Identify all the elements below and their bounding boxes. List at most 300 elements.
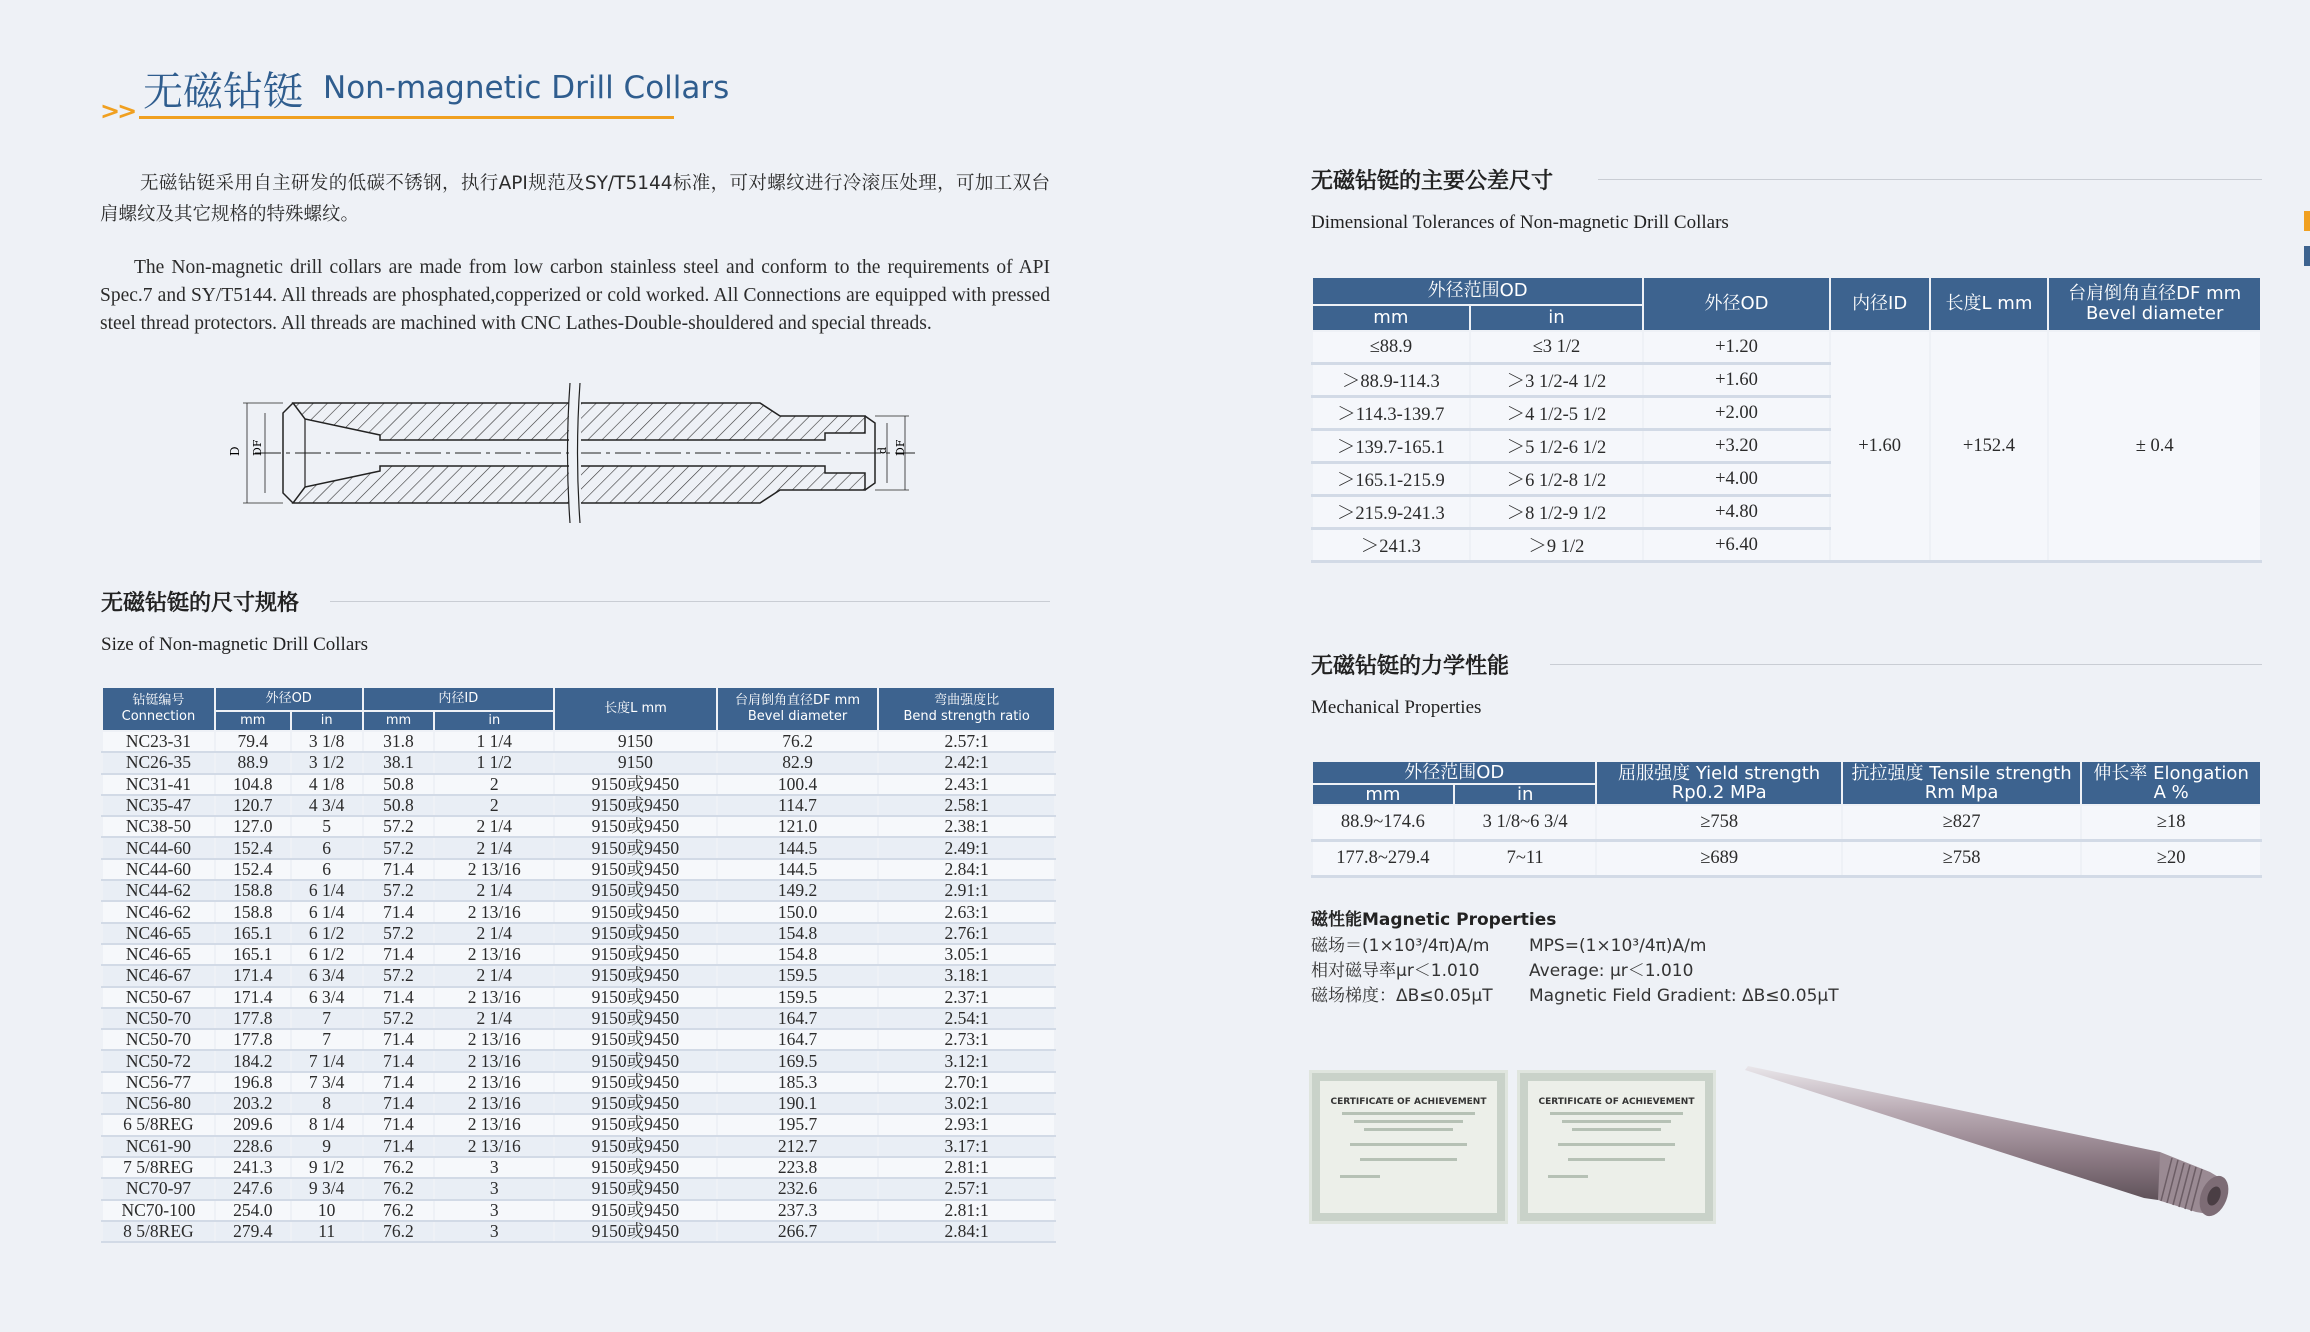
table-cell: 8 5/8REG [102,1221,215,1242]
table-cell: 2 13/16 [434,1029,554,1050]
table-cell: 9150或9450 [554,944,717,965]
table-cell: 2.58:1 [878,795,1055,816]
table-cell: 232.6 [717,1178,879,1199]
tol-bevel-value: ± 0.4 [2048,331,2261,562]
table-row [1312,841,2261,877]
table-row [102,965,1055,986]
table-cell: 57.2 [363,837,435,858]
table-row [102,880,1055,901]
table-cell: 79.4 [215,731,291,752]
table-cell: ＞88.9-114.3 [1312,364,1470,397]
table-cell: 2.54:1 [878,1008,1055,1029]
table-cell: NC44-62 [102,880,215,901]
magnetic-line-cn: 磁场梯度：ΔB≤0.05μT [1311,986,1493,1006]
table-cell: 9150或9450 [554,1221,717,1242]
table-cell: 165.1 [215,944,291,965]
table-cell: 38.1 [363,752,435,773]
intro-text-en: The Non-magnetic drill collars are made from low carbon stainless steel and conform to the requirements of API Spec.7 and SY/T5144. All threads are phosphated,copperized or cold worked. All Connections are equipped with pressed steel thread protectors. All threads are machined with CNC Lathes-Double-shouldered and special threads. [100,257,1050,334]
header-underline [139,116,674,119]
table-cell: +4.80 [1643,496,1830,529]
mech-col-yield: 屈服强度 Yield strength Rp0.2 MPa [1596,761,1841,805]
table-cell: 247.6 [215,1178,291,1199]
diagram-label-df-left: DF [251,439,264,456]
table-cell: 11 [291,1221,363,1242]
table-cell: 2.81:1 [878,1200,1055,1221]
table-cell: 2 1/4 [434,1008,554,1029]
table-cell: 2.37:1 [878,987,1055,1008]
table-cell: 2.73:1 [878,1029,1055,1050]
table-cell: 7~11 [1454,841,1597,877]
magnetic-line-en: MPS=(1×10³/4π)A/m [1529,936,1707,956]
table-cell: 2 1/4 [434,880,554,901]
table-row [102,901,1055,922]
table-cell: 71.4 [363,1029,435,1050]
table-cell: NC46-67 [102,965,215,986]
table-cell: 9150或9450 [554,1072,717,1093]
table-cell: 71.4 [363,944,435,965]
tol-col-od: 外径OD [1643,277,1830,331]
table-cell: 88.9~174.6 [1312,805,1454,841]
edge-marker [2304,211,2310,231]
table-cell: 9150或9450 [554,1093,717,1114]
table-row [102,1008,1055,1029]
table-cell: 6 1/2 [291,944,363,965]
table-cell: 6 1/2 [291,923,363,944]
table-cell: 3 [434,1200,554,1221]
magnetic-lines-cn [1311,934,1493,1009]
table-cell: ＞139.7-165.1 [1312,430,1470,463]
table-cell: 3 [434,1178,554,1199]
table-cell: 171.4 [215,987,291,1008]
table-cell: NC70-97 [102,1178,215,1199]
table-cell: 6 5/8REG [102,1114,215,1135]
table-cell: 3 1/8~6 3/4 [1454,805,1597,841]
table-row [102,837,1055,858]
table-cell: 5 [291,816,363,837]
table-cell: 9150或9450 [554,1114,717,1135]
table-cell: ≤88.9 [1312,331,1470,364]
table-cell: NC50-72 [102,1050,215,1071]
table-cell: 2 [434,774,554,795]
table-cell: 1 1/2 [434,752,554,773]
certificate-image: CERTIFICATE OF ACHIEVEMENT [1312,1073,1505,1221]
table-cell: 9150或9450 [554,1029,717,1050]
diagram-label-d-outer: D [228,446,242,456]
table-cell: ≥758 [1842,841,2081,877]
table-cell: 4 3/4 [291,795,363,816]
table-cell: 159.5 [717,987,879,1008]
table-row [102,1136,1055,1157]
table-cell: NC23-31 [102,731,215,752]
table-cell: 71.4 [363,1114,435,1135]
table-cell: 6 3/4 [291,965,363,986]
table-cell: 8 1/4 [291,1114,363,1135]
table-cell: 71.4 [363,859,435,880]
table-cell: 9 1/2 [291,1157,363,1178]
table-cell: NC38-50 [102,816,215,837]
magnetic-lines-en [1529,934,1839,1009]
mech-col-od-range: 外径范围OD [1312,761,1596,784]
table-row [102,752,1055,773]
table-cell: 165.1 [215,923,291,944]
table-cell: NC46-65 [102,923,215,944]
drill-collar-photo [1740,1060,2260,1235]
table-cell: 127.0 [215,816,291,837]
table-cell: 279.4 [215,1221,291,1242]
mechanical-section-title: 无磁钻铤的力学性能 [1311,654,1510,679]
table-cell: 3.17:1 [878,1136,1055,1157]
table-cell: 241.3 [215,1157,291,1178]
table-cell: 9 3/4 [291,1178,363,1199]
table-cell: 9150或9450 [554,987,717,1008]
table-cell: ＞6 1/2-8 1/2 [1470,463,1644,496]
table-cell: 9150或9450 [554,880,717,901]
table-cell: NC26-35 [102,752,215,773]
table-cell: 3.12:1 [878,1050,1055,1071]
size-table [101,686,1056,1243]
table-cell: 2.76:1 [878,923,1055,944]
size-section-title: 无磁钻铤的尺寸规格 [101,591,300,616]
table-cell: ＞3 1/2-4 1/2 [1470,364,1644,397]
table-cell: 71.4 [363,1136,435,1157]
table-cell: 2 13/16 [434,1093,554,1114]
size-section-divider [330,601,1050,602]
table-cell: 190.1 [717,1093,879,1114]
tol-col-in: in [1470,305,1644,331]
col-od-mm: mm [215,711,291,731]
table-cell: 9150 [554,752,717,773]
table-cell: 2.91:1 [878,880,1055,901]
table-cell: ＞5 1/2-6 1/2 [1470,430,1644,463]
table-cell: 8 [291,1093,363,1114]
mechanical-table [1311,760,2262,878]
table-cell: 184.2 [215,1050,291,1071]
table-cell: 2 13/16 [434,859,554,880]
tolerance-section-subtitle: Dimensional Tolerances of Non-magnetic Drill Collars [1311,212,1729,233]
table-cell: 149.2 [717,880,879,901]
tol-col-mm: mm [1312,305,1470,331]
table-cell: 71.4 [363,901,435,922]
table-cell: 82.9 [717,752,879,773]
table-cell: 71.4 [363,1050,435,1071]
table-cell: 9150或9450 [554,901,717,922]
table-cell: 158.8 [215,901,291,922]
table-row [102,1072,1055,1093]
table-cell: 76.2 [363,1200,435,1221]
table-cell: 57.2 [363,816,435,837]
tol-col-bevel: 台肩倒角直径DF mm Bevel diameter [2048,277,2261,331]
table-row [102,731,1055,752]
tol-id-value: +1.60 [1830,331,1930,562]
table-row [1312,331,2261,364]
table-cell: ＞114.3-139.7 [1312,397,1470,430]
table-cell: 150.0 [717,901,879,922]
table-cell: 195.7 [717,1114,879,1135]
table-row [102,1050,1055,1071]
table-cell: NC46-62 [102,901,215,922]
table-cell: 76.2 [363,1157,435,1178]
table-cell: 2.38:1 [878,816,1055,837]
table-cell: 121.0 [717,816,879,837]
table-cell: 2.57:1 [878,1178,1055,1199]
table-cell: 2.42:1 [878,752,1055,773]
table-cell: 2.93:1 [878,1114,1055,1135]
magnetic-line-en: Magnetic Field Gradient: ΔB≤0.05μT [1529,986,1839,1006]
table-cell: 6 [291,859,363,880]
table-cell: 164.7 [717,1008,879,1029]
table-cell: 2.49:1 [878,837,1055,858]
tol-length-value: +152.4 [1930,331,2049,562]
col-od: 外径OD [215,687,363,711]
table-row [102,795,1055,816]
table-cell: 2.63:1 [878,901,1055,922]
table-cell: 6 [291,837,363,858]
table-cell: NC56-80 [102,1093,215,1114]
col-id: 内径ID [363,687,555,711]
table-cell: 228.6 [215,1136,291,1157]
page-title-cn: 无磁钻铤 [143,69,303,115]
col-length: 长度L mm [554,687,717,731]
table-cell: 2 1/4 [434,816,554,837]
table-row [102,1093,1055,1114]
table-cell: 4 1/8 [291,774,363,795]
tol-col-id: 内径ID [1830,277,1930,331]
table-cell: NC70-100 [102,1200,215,1221]
table-cell: +1.60 [1643,364,1830,397]
table-cell: 3 1/8 [291,731,363,752]
table-cell: ＞8 1/2-9 1/2 [1470,496,1644,529]
table-cell: 9150或9450 [554,1008,717,1029]
table-row [102,1221,1055,1242]
table-cell: 9150或9450 [554,1157,717,1178]
table-cell: 164.7 [717,1029,879,1050]
table-cell: 71.4 [363,1093,435,1114]
certificate-image: CERTIFICATE OF ACHIEVEMENT [1520,1073,1713,1221]
table-cell: 114.7 [717,795,879,816]
table-row [102,1114,1055,1135]
table-cell: 158.8 [215,880,291,901]
table-cell: 9150或9450 [554,816,717,837]
table-cell: ≥827 [1842,805,2081,841]
table-cell: 154.8 [717,944,879,965]
table-cell: 88.9 [215,752,291,773]
edge-marker [2304,246,2310,266]
table-cell: ＞241.3 [1312,529,1470,562]
table-cell: ＞165.1-215.9 [1312,463,1470,496]
table-cell: 2.84:1 [878,1221,1055,1242]
table-cell: 71.4 [363,1072,435,1093]
table-cell: 2 13/16 [434,901,554,922]
table-cell: 3 1/2 [291,752,363,773]
table-cell: 2 13/16 [434,987,554,1008]
table-cell: 237.3 [717,1200,879,1221]
table-cell: ＞9 1/2 [1470,529,1644,562]
table-cell: 2.43:1 [878,774,1055,795]
table-cell: 7 1/4 [291,1050,363,1071]
table-cell: +4.00 [1643,463,1830,496]
table-cell: ≥689 [1596,841,1841,877]
table-cell: ＞215.9-241.3 [1312,496,1470,529]
table-cell: 152.4 [215,859,291,880]
table-cell: 76.2 [363,1221,435,1242]
table-cell: 57.2 [363,880,435,901]
table-cell: 177.8 [215,1008,291,1029]
table-cell: 2 13/16 [434,1072,554,1093]
table-cell: 50.8 [363,774,435,795]
table-cell: 2 1/4 [434,965,554,986]
table-cell: 169.5 [717,1050,879,1071]
table-cell: 185.3 [717,1072,879,1093]
table-cell: 171.4 [215,965,291,986]
table-cell: NC46-65 [102,944,215,965]
table-cell: 223.8 [717,1157,879,1178]
table-cell: ≤3 1/2 [1470,331,1644,364]
mech-col-elongation: 伸长率 Elongation A % [2081,761,2261,805]
table-cell: 2 13/16 [434,1136,554,1157]
table-cell: 144.5 [717,859,879,880]
table-cell: 2 13/16 [434,1050,554,1071]
tol-col-od-range: 外径范围OD [1312,277,1643,305]
tolerance-section-divider [1598,179,2262,180]
table-cell: 6 1/4 [291,901,363,922]
table-cell: 71.4 [363,987,435,1008]
table-cell: NC56-77 [102,1072,215,1093]
table-cell: 6 1/4 [291,880,363,901]
table-cell: NC44-60 [102,859,215,880]
table-cell: 2 1/4 [434,837,554,858]
table-cell: 9150或9450 [554,837,717,858]
diagram-label-df-right: DF [894,439,907,456]
diagram-label-d-inner: d [876,446,889,454]
table-cell: 9150 [554,731,717,752]
table-cell: 57.2 [363,1008,435,1029]
table-cell: 9150或9450 [554,795,717,816]
table-cell: 2.81:1 [878,1157,1055,1178]
table-cell: 7 [291,1008,363,1029]
table-cell: 9150或9450 [554,774,717,795]
table-cell: NC50-67 [102,987,215,1008]
mech-col-in: in [1454,784,1597,805]
table-cell: 154.8 [717,923,879,944]
magnetic-line-cn: 磁场＝(1×10³/4π)A/m [1311,936,1490,956]
magnetic-line-cn: 相对磁导率μr＜1.010 [1311,961,1480,981]
table-cell: 6 3/4 [291,987,363,1008]
table-cell: NC50-70 [102,1008,215,1029]
mechanical-section-subtitle: Mechanical Properties [1311,697,1482,718]
table-cell: 2.84:1 [878,859,1055,880]
table-cell: 159.5 [717,965,879,986]
table-cell: 57.2 [363,965,435,986]
table-cell: 9150或9450 [554,1050,717,1071]
table-cell: +1.20 [1643,331,1830,364]
table-cell: NC50-70 [102,1029,215,1050]
table-row [1312,805,2261,841]
table-cell: 2 [434,795,554,816]
page-title-en: Non-magnetic Drill Collars [323,70,730,106]
table-cell: 76.2 [363,1178,435,1199]
table-cell: 144.5 [717,837,879,858]
col-ratio: 弯曲强度比 Bend strength ratio [878,687,1055,731]
table-cell: 3 [434,1221,554,1242]
table-cell: 7 3/4 [291,1072,363,1093]
table-cell: 196.8 [215,1072,291,1093]
intro-text-cn: 无磁钻铤采用自主研发的低碳不锈钢，执行API规范及SY/T5144标准，可对螺纹进行冷滚压处理，可加工双台肩螺纹及其它规格的特殊螺纹。 [100,173,1050,225]
table-cell: 9150或9450 [554,965,717,986]
table-cell: 1 1/4 [434,731,554,752]
drill-collar-diagram [225,378,925,528]
table-cell: 209.6 [215,1114,291,1135]
table-cell: 76.2 [717,731,879,752]
magnetic-title: 磁性能Magnetic Properties [1311,910,1557,930]
table-cell: 9 [291,1136,363,1157]
table-cell: 104.8 [215,774,291,795]
tol-col-length: 长度L mm [1930,277,2049,331]
table-row [102,987,1055,1008]
table-row [102,1029,1055,1050]
table-cell: 9150或9450 [554,1136,717,1157]
table-cell: 9150或9450 [554,859,717,880]
table-cell: ＞4 1/2-5 1/2 [1470,397,1644,430]
table-cell: 10 [291,1200,363,1221]
header-arrows: >> [100,97,135,125]
table-cell: +6.40 [1643,529,1830,562]
size-section-subtitle: Size of Non-magnetic Drill Collars [101,634,368,655]
table-cell: 9150或9450 [554,923,717,944]
table-cell: 2 1/4 [434,923,554,944]
table-cell: 177.8 [215,1029,291,1050]
table-cell: 120.7 [215,795,291,816]
table-cell: NC31-41 [102,774,215,795]
col-id-mm: mm [363,711,435,731]
col-od-in: in [291,711,363,731]
table-cell: NC44-60 [102,837,215,858]
table-row [102,1200,1055,1221]
table-row [102,1178,1055,1199]
table-cell: ≥18 [2081,805,2261,841]
table-row [102,859,1055,880]
mechanical-section-divider [1550,664,2262,665]
table-cell: NC61-90 [102,1136,215,1157]
table-cell: NC35-47 [102,795,215,816]
table-cell: 266.7 [717,1221,879,1242]
tolerance-table [1311,276,2262,563]
col-connection: 钻铤编号 Connection [102,687,215,731]
table-cell: 9150或9450 [554,1178,717,1199]
table-cell: 31.8 [363,731,435,752]
table-row [102,816,1055,837]
table-cell: 9150或9450 [554,1200,717,1221]
table-row [102,944,1055,965]
magnetic-line-en: Average: μr＜1.010 [1529,961,1694,981]
table-row [102,774,1055,795]
table-cell: 3.02:1 [878,1093,1055,1114]
table-cell: 212.7 [717,1136,879,1157]
table-cell: 50.8 [363,795,435,816]
table-cell: 2.70:1 [878,1072,1055,1093]
table-cell: 7 [291,1029,363,1050]
table-cell: 3.18:1 [878,965,1055,986]
col-id-in: in [434,711,554,731]
table-cell: 3 [434,1157,554,1178]
mech-col-tensile: 抗拉强度 Tensile strength Rm Mpa [1842,761,2081,805]
table-cell: +3.20 [1643,430,1830,463]
table-cell: ≥758 [1596,805,1841,841]
table-cell: 3.05:1 [878,944,1055,965]
table-cell: 57.2 [363,923,435,944]
mech-col-mm: mm [1312,784,1454,805]
table-cell: 2.57:1 [878,731,1055,752]
table-cell: 203.2 [215,1093,291,1114]
